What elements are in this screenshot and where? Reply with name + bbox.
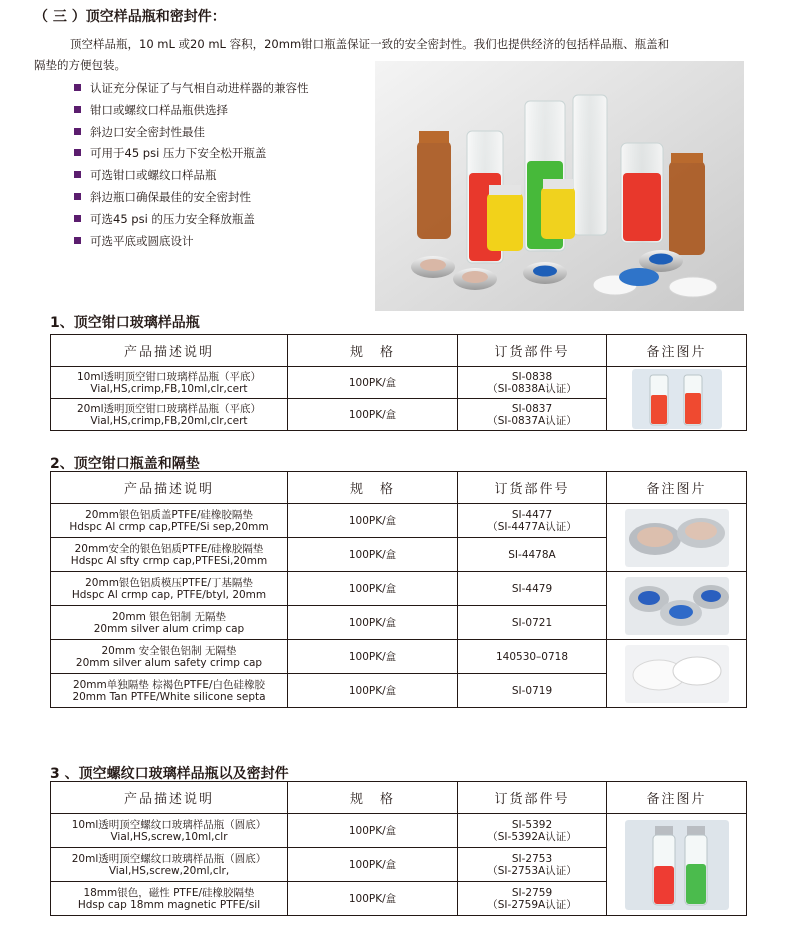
screw-vials-photo	[625, 820, 729, 910]
spec-cell: 100PK/盒	[288, 882, 458, 916]
table-header-row	[51, 782, 747, 814]
header-description: 产品描述说明	[51, 472, 288, 504]
description-cell: 20ml透明顶空螺纹口玻璃样品瓶（圆底） Vial,HS,screw,20ml,clr,	[51, 848, 288, 882]
spec-cell: 100PK/盒	[288, 572, 458, 606]
header-description: 产品描述说明	[51, 782, 288, 814]
square-bullet-icon	[74, 215, 81, 222]
feature-item: 认证充分保证了与气相自动进样器的兼容性	[74, 78, 309, 100]
silver-caps-blue-septa-photo	[625, 577, 729, 635]
photo-cell	[607, 814, 747, 916]
description-cell: 20mm安全的银色铝质PTFE/硅橡胶隔垫 Hdspc Al sfty crmp cap,PTFESi,20mm	[51, 538, 288, 572]
section-title-screw-vials: 3 、顶空螺纹口玻璃样品瓶以及密封件	[50, 766, 289, 782]
square-bullet-icon	[74, 106, 81, 113]
screw-vials-table	[50, 781, 747, 916]
table-row	[51, 367, 747, 399]
square-bullet-icon	[74, 171, 81, 178]
header-photo: 备注图片	[607, 335, 747, 367]
header-spec: 规 格	[288, 335, 458, 367]
feature-item: 可用于45 psi 压力下安全松开瓶盖	[74, 143, 309, 165]
part-number-cell: SI-0838 （SI-0838A认证）	[458, 367, 607, 399]
part-number-cell: SI-2759 （SI-2759A认证）	[458, 882, 607, 916]
part-number-cell: SI-0837 （SI-0837A认证）	[458, 399, 607, 431]
feature-item: 钳口或螺纹口样品瓶供选择	[74, 100, 309, 122]
header-spec: 规 格	[288, 782, 458, 814]
table-row	[51, 572, 747, 606]
part-number-cell: SI-0719	[458, 674, 607, 708]
description-cell: 20mm 安全银色铝制 无隔垫 20mm silver alum safety crimp cap	[51, 640, 288, 674]
section-heading: （ 三 ）顶空样品瓶和密封件：	[34, 9, 226, 25]
photo-cell	[607, 572, 747, 640]
header-photo: 备注图片	[607, 472, 747, 504]
description-cell: 20mm 银色铝制 无隔垫 20mm silver alum crimp cap	[51, 606, 288, 640]
description-cell: 10ml透明顶空钳口玻璃样品瓶（平底） Vial,HS,crimp,FB,10ml,clr,cert	[51, 367, 288, 399]
vials-product-photo	[375, 61, 744, 311]
table-row	[51, 814, 747, 848]
square-bullet-icon	[74, 149, 81, 156]
part-number-cell: SI-2753 （SI-2753A认证）	[458, 848, 607, 882]
spec-cell: 100PK/盒	[288, 399, 458, 431]
header-photo: 备注图片	[607, 782, 747, 814]
description-cell: 20mm银色铝质模压PTFE/丁基隔垫 Hdspc Al crmp cap, PTFE/btyl, 20mm	[51, 572, 288, 606]
description-cell: 10ml透明顶空螺纹口玻璃样品瓶（圆底） Vial,HS,screw,10ml,clr	[51, 814, 288, 848]
spec-cell: 100PK/盒	[288, 606, 458, 640]
part-number-cell: SI-0721	[458, 606, 607, 640]
header-spec: 规 格	[288, 472, 458, 504]
square-bullet-icon	[74, 84, 81, 91]
header-description: 产品描述说明	[51, 335, 288, 367]
description-cell: 20mm单独隔垫 棕褐色PTFE/白色硅橡胶 20mm Tan PTFE/White silicone septa	[51, 674, 288, 708]
spec-cell: 100PK/盒	[288, 538, 458, 572]
spec-cell: 100PK/盒	[288, 367, 458, 399]
table-row	[51, 640, 747, 674]
description-cell: 20mm银色铝质盖PTFE/硅橡胶隔垫 Hdspc Al crmp cap,PTFE/Si sep,20mm	[51, 504, 288, 538]
spec-cell: 100PK/盒	[288, 814, 458, 848]
feature-item: 可选平底或圆底设计	[74, 231, 309, 253]
section-title-crimp-caps: 2、顶空钳口瓶盖和隔垫	[50, 456, 200, 472]
header-part-number: 订货部件号	[458, 335, 607, 367]
square-bullet-icon	[74, 237, 81, 244]
part-number-cell: SI-4477 （SI-4477A认证）	[458, 504, 607, 538]
feature-item: 可选钳口或螺纹口样品瓶	[74, 165, 309, 187]
photo-cell	[607, 640, 747, 708]
table-row	[51, 504, 747, 538]
table-header-row	[51, 472, 747, 504]
spec-cell: 100PK/盒	[288, 848, 458, 882]
photo-cell	[607, 504, 747, 572]
crimp-vials-table	[50, 334, 747, 431]
header-part-number: 订货部件号	[458, 472, 607, 504]
part-number-cell: SI-4479	[458, 572, 607, 606]
description-cell: 20ml透明顶空钳口玻璃样品瓶（平底） Vial,HS,crimp,FB,20ml,clr,cert	[51, 399, 288, 431]
description-cell: 18mm银色，磁性 PTFE/硅橡胶隔垫 Hdsp cap 18mm magnetic PTFE/sil	[51, 882, 288, 916]
square-bullet-icon	[74, 193, 81, 200]
spec-cell: 100PK/盒	[288, 504, 458, 538]
feature-list	[74, 78, 309, 252]
part-number-cell: SI-4478A	[458, 538, 607, 572]
square-bullet-icon	[74, 128, 81, 135]
feature-item: 斜边口安全密封性最佳	[74, 122, 309, 144]
intro-line-2: 隔垫的方便包装。	[34, 58, 126, 72]
intro-line-1: 顶空样品瓶，10 mL 或20 mL 容积，20mm钳口瓶盖保证一致的安全密封性。我们也提供经济的包括样品瓶、瓶盖和	[70, 37, 670, 51]
part-number-cell: 140530–0718	[458, 640, 607, 674]
feature-item: 斜边瓶口确保最佳的安全密封性	[74, 187, 309, 209]
silver-caps-tan-septa-photo	[625, 509, 729, 567]
section-title-crimp-vials: 1、顶空钳口玻璃样品瓶	[50, 315, 200, 331]
part-number-cell: SI-5392 （SI-5392A认证）	[458, 814, 607, 848]
table-header-row	[51, 335, 747, 367]
crimp-vials-photo	[632, 369, 722, 429]
photo-cell	[607, 367, 747, 431]
crimp-caps-table	[50, 471, 747, 708]
spec-cell: 100PK/盒	[288, 640, 458, 674]
header-part-number: 订货部件号	[458, 782, 607, 814]
spec-cell: 100PK/盒	[288, 674, 458, 708]
white-septa-photo	[625, 645, 729, 703]
feature-item: 可选45 psi 的压力安全释放瓶盖	[74, 209, 309, 231]
